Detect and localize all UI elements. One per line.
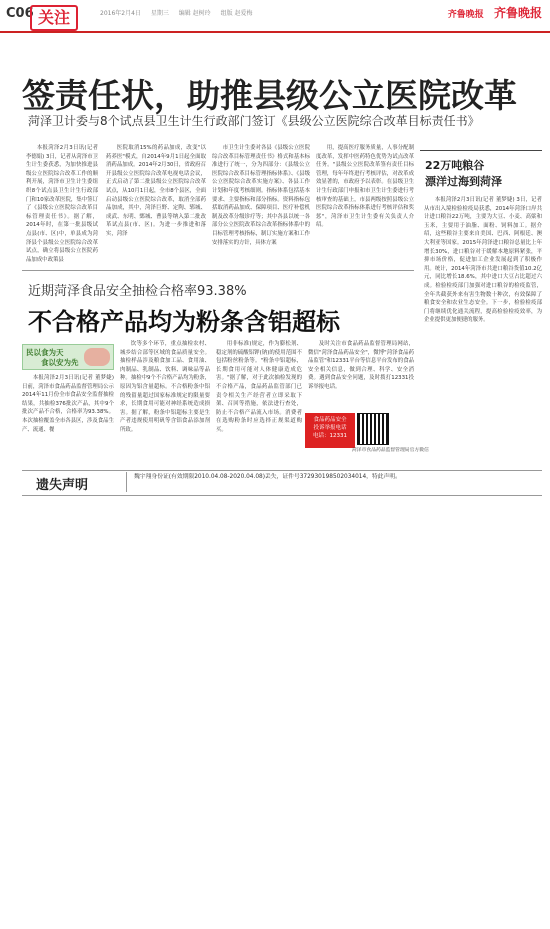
hotline-line1: 食品药品安全 bbox=[313, 417, 347, 423]
banner-line1: 民以食为天 bbox=[26, 348, 64, 357]
lead-subhead: 菏泽卫计委与8个试点县卫生计生行政部门签订《县级公立医院综合改革目标责任书》 bbox=[28, 114, 480, 128]
lead-column-2 bbox=[106, 144, 206, 262]
section-label: 关注 bbox=[30, 5, 78, 31]
qr-caption: 菏泽市食品药品监督管理局官方微信 bbox=[352, 448, 429, 453]
food-column-4 bbox=[308, 340, 414, 410]
masthead-small: 齐鲁晚报 bbox=[447, 10, 484, 20]
lead-paragraph: 市卫生计生委对各县《县级公立医院综合改革目标管理责任书》格式和基本标准进行了统一，分为四部分：《县级公立医院综合改革目标管理指标体系》、《县级公立医院综合改革实施方案》、各县工作计划和年度考核细则。指标体系包括基本要求、主要指标和部分指标。资料指标包括取消药品加成、保障项目、医疗补偿机制及改革分级诊疗等；其中各县以统一各部分公立医院改革综合改革指标体系中的目标管理考核指标，制订实施方案和工作安排落实的方针，具体方案 bbox=[212, 145, 310, 246]
food-column-2 bbox=[120, 340, 210, 464]
food-paragraph: 本报菏泽2月3日讯(记者 董梦婕) 日前，菏泽市食品药品监督管理局公示2014年11月份全市食品安全监督抽检结果，共抽检376批次产品，其中9个批次产品不合格，合格率为93.38%。本次抽检覆盖全市各县区，涉及食品生产、流通、餐 bbox=[22, 375, 114, 433]
lead-paragraph: 本报菏泽2月3日讯(记者 李德娟) 3日，记者从菏泽市卫生计生委获悉，为加快推进县级公立医院综合改革工作的顺利开展，菏泽市卫生计生委组织8个试点县卫生计生行政部门和10家改革医院，集中签订了《县级公立医院综合改革目标管理责任书》。据了解，2014年时，在第一批县级试点县(市、区)中，单县成为菏泽县个县级公立医院综合改革试点，确立将县级公立医院药品加成中政策县 bbox=[26, 145, 98, 262]
sidebar-headline bbox=[425, 158, 502, 190]
lead-paragraph: 用，提高医疗服务质量，人事分配制度改革，发挥中医药特色优势为试点改革任务。"县级公立医院改革签有责任目标管理，每年年终进行考核评估，对改革成效显著的，市政府予以表彰。在县级卫生计生行政部门申报和市卫生计生委进行考核审查的基础上，市县两级按照县级公立医院综合改革指标体系进行考核评估和奖惩"，菏泽市卫生计生委有关负责人介绍。 bbox=[316, 145, 414, 229]
notice-title: 遗失声明 bbox=[36, 478, 89, 493]
lead-column-4 bbox=[316, 144, 414, 262]
weekday: 星期三 bbox=[150, 10, 169, 17]
banner-line2: 食以安为先 bbox=[41, 358, 79, 367]
sidebar-headline-line2: 漂洋过海到菏泽 bbox=[425, 175, 502, 188]
food-paragraph: 饮等多个环节，重点抽检农村、城乡结合部等区域的食品质量安全。抽检样品涉及粮食加工品、食用油、肉制品、乳制品、饮料、调味品等品种。抽检中9个不合格产品均为粉条，原因为铝含量超标。不合格粉条中铝的残留量超过国家标准规定的限量要求，长期食用可能对神经系统造成损害。据了解，粉条中铝超标主要是生产者违规使用明矾等含铝食品添加剂所致。 bbox=[120, 341, 210, 433]
food-safety-banner bbox=[22, 344, 114, 370]
masthead-logo: 齐鲁晚报 bbox=[493, 6, 542, 20]
food-illustration-icon bbox=[84, 348, 110, 366]
sidebar-headline-line1: 22万吨粮谷 bbox=[425, 159, 485, 172]
page-number: C06 bbox=[6, 6, 34, 21]
hotline-line2: 投诉举报电话 bbox=[313, 425, 347, 431]
lead-column-3 bbox=[212, 144, 310, 262]
notice-divider bbox=[126, 472, 127, 492]
section-rule bbox=[22, 270, 414, 271]
top-rule bbox=[0, 31, 550, 33]
qr-code-icon bbox=[357, 413, 389, 445]
lead-paragraph: 医院取消15%的药品加成，改变"以药养医"模式，自2014年9月1日起全面取消药品加成。2014年2月30日，省政府召开县级公立医院综合改革电视电话会议，正式启动了第二批县级公立医院综合改革试点，从10月1日起，全市8个县区，全面启动县级公立医院综合改革，取消全部药品加成，其中，菏泽巨野、定陶、郓城、成武、东明、鄄城、曹县等纳入第二批改革试点县(市、区)。为进一步推进和落实，菏泽 bbox=[106, 145, 206, 237]
food-paragraph: 及时关注市食品药品监督管理局网站，微信"菏泽食品药品安全"，微博"菏泽食品药品监管"和12331平台等信息平台发布的食品安全相关信息，做到合理、科学、安全消费。遇到食品安全问题，及时拨打12331投诉举报电话。 bbox=[308, 341, 414, 390]
issue-date: 2016年2月4日 bbox=[100, 10, 141, 17]
hotline-line3: 电话：12331 bbox=[313, 433, 347, 439]
food-column-1 bbox=[22, 374, 114, 464]
lead-headline: 签责任状，助推县级公立医院改革 bbox=[22, 76, 517, 115]
sidebar-top-rule bbox=[420, 150, 542, 151]
food-headline: 不合格产品均为粉条含铝超标 bbox=[28, 307, 340, 336]
editor: 编辑 赵树玲 bbox=[178, 10, 211, 17]
lead-column-1 bbox=[26, 144, 98, 262]
food-kicker: 近期菏泽食品安全抽检合格率93.38% bbox=[28, 284, 247, 299]
food-paragraph: 用非标准)规定，作为膨松剂、稳定剂的硫酸铝钾(钠)的使用范围不包括粉丝粉条等。"粉条中铝超标，长期食用可能对人体健康造成危害。"据了解，对于此次抽检发现的不合格产品，食品药品监管部门已责令相关生产经营者立即采取下架、召回等措施，依法进行查处，防止不合格产品流入市场。消费者在选购粉条时应选择正规渠道购买。 bbox=[216, 341, 302, 433]
hotline-badge bbox=[305, 413, 355, 448]
food-column-3 bbox=[216, 340, 302, 464]
sidebar-paragraph: 本报菏泽2月3日讯(记者 董梦婕) 3日，记者从市出入境检验检疫局获悉，2014年菏泽口岸共计进口粮谷22万吨，主要为大豆、小麦、高粱和玉米，主要用于油脂、面粉、饲料加工。据介绍，这些粮谷主要来自美国、巴西、阿根廷、澳大利亚等国家。2015年菏泽进口粮谷总量比上年增长30%，进口粮谷对于缓解本地原料紧张，平抑市场价格，促进加工企业发展起到了积极作用。统计，2014年菏泽市共进口粮谷货值10.2亿元，同比增长18.6%，其中进口大豆占比超过六成。检验检疫部门加强对进口粮谷的检疫监管，全年共截获外来有害生物数十种次，有效保障了粮食安全和农业生态安全。下一步，检验检疫部门将继续优化通关流程，提高检验检疫效率，为企业提供更加便捷的服务。 bbox=[424, 197, 542, 324]
notice-text: 魏宇翔身份证(有效期限2010.04.08-2020.04.08)丢失，证件号372930198502034014，特此声明。 bbox=[134, 474, 401, 480]
dateline bbox=[100, 8, 261, 17]
masthead bbox=[448, 4, 542, 21]
sidebar-body bbox=[424, 196, 542, 498]
designer: 组版 赵爱梅 bbox=[220, 10, 253, 17]
